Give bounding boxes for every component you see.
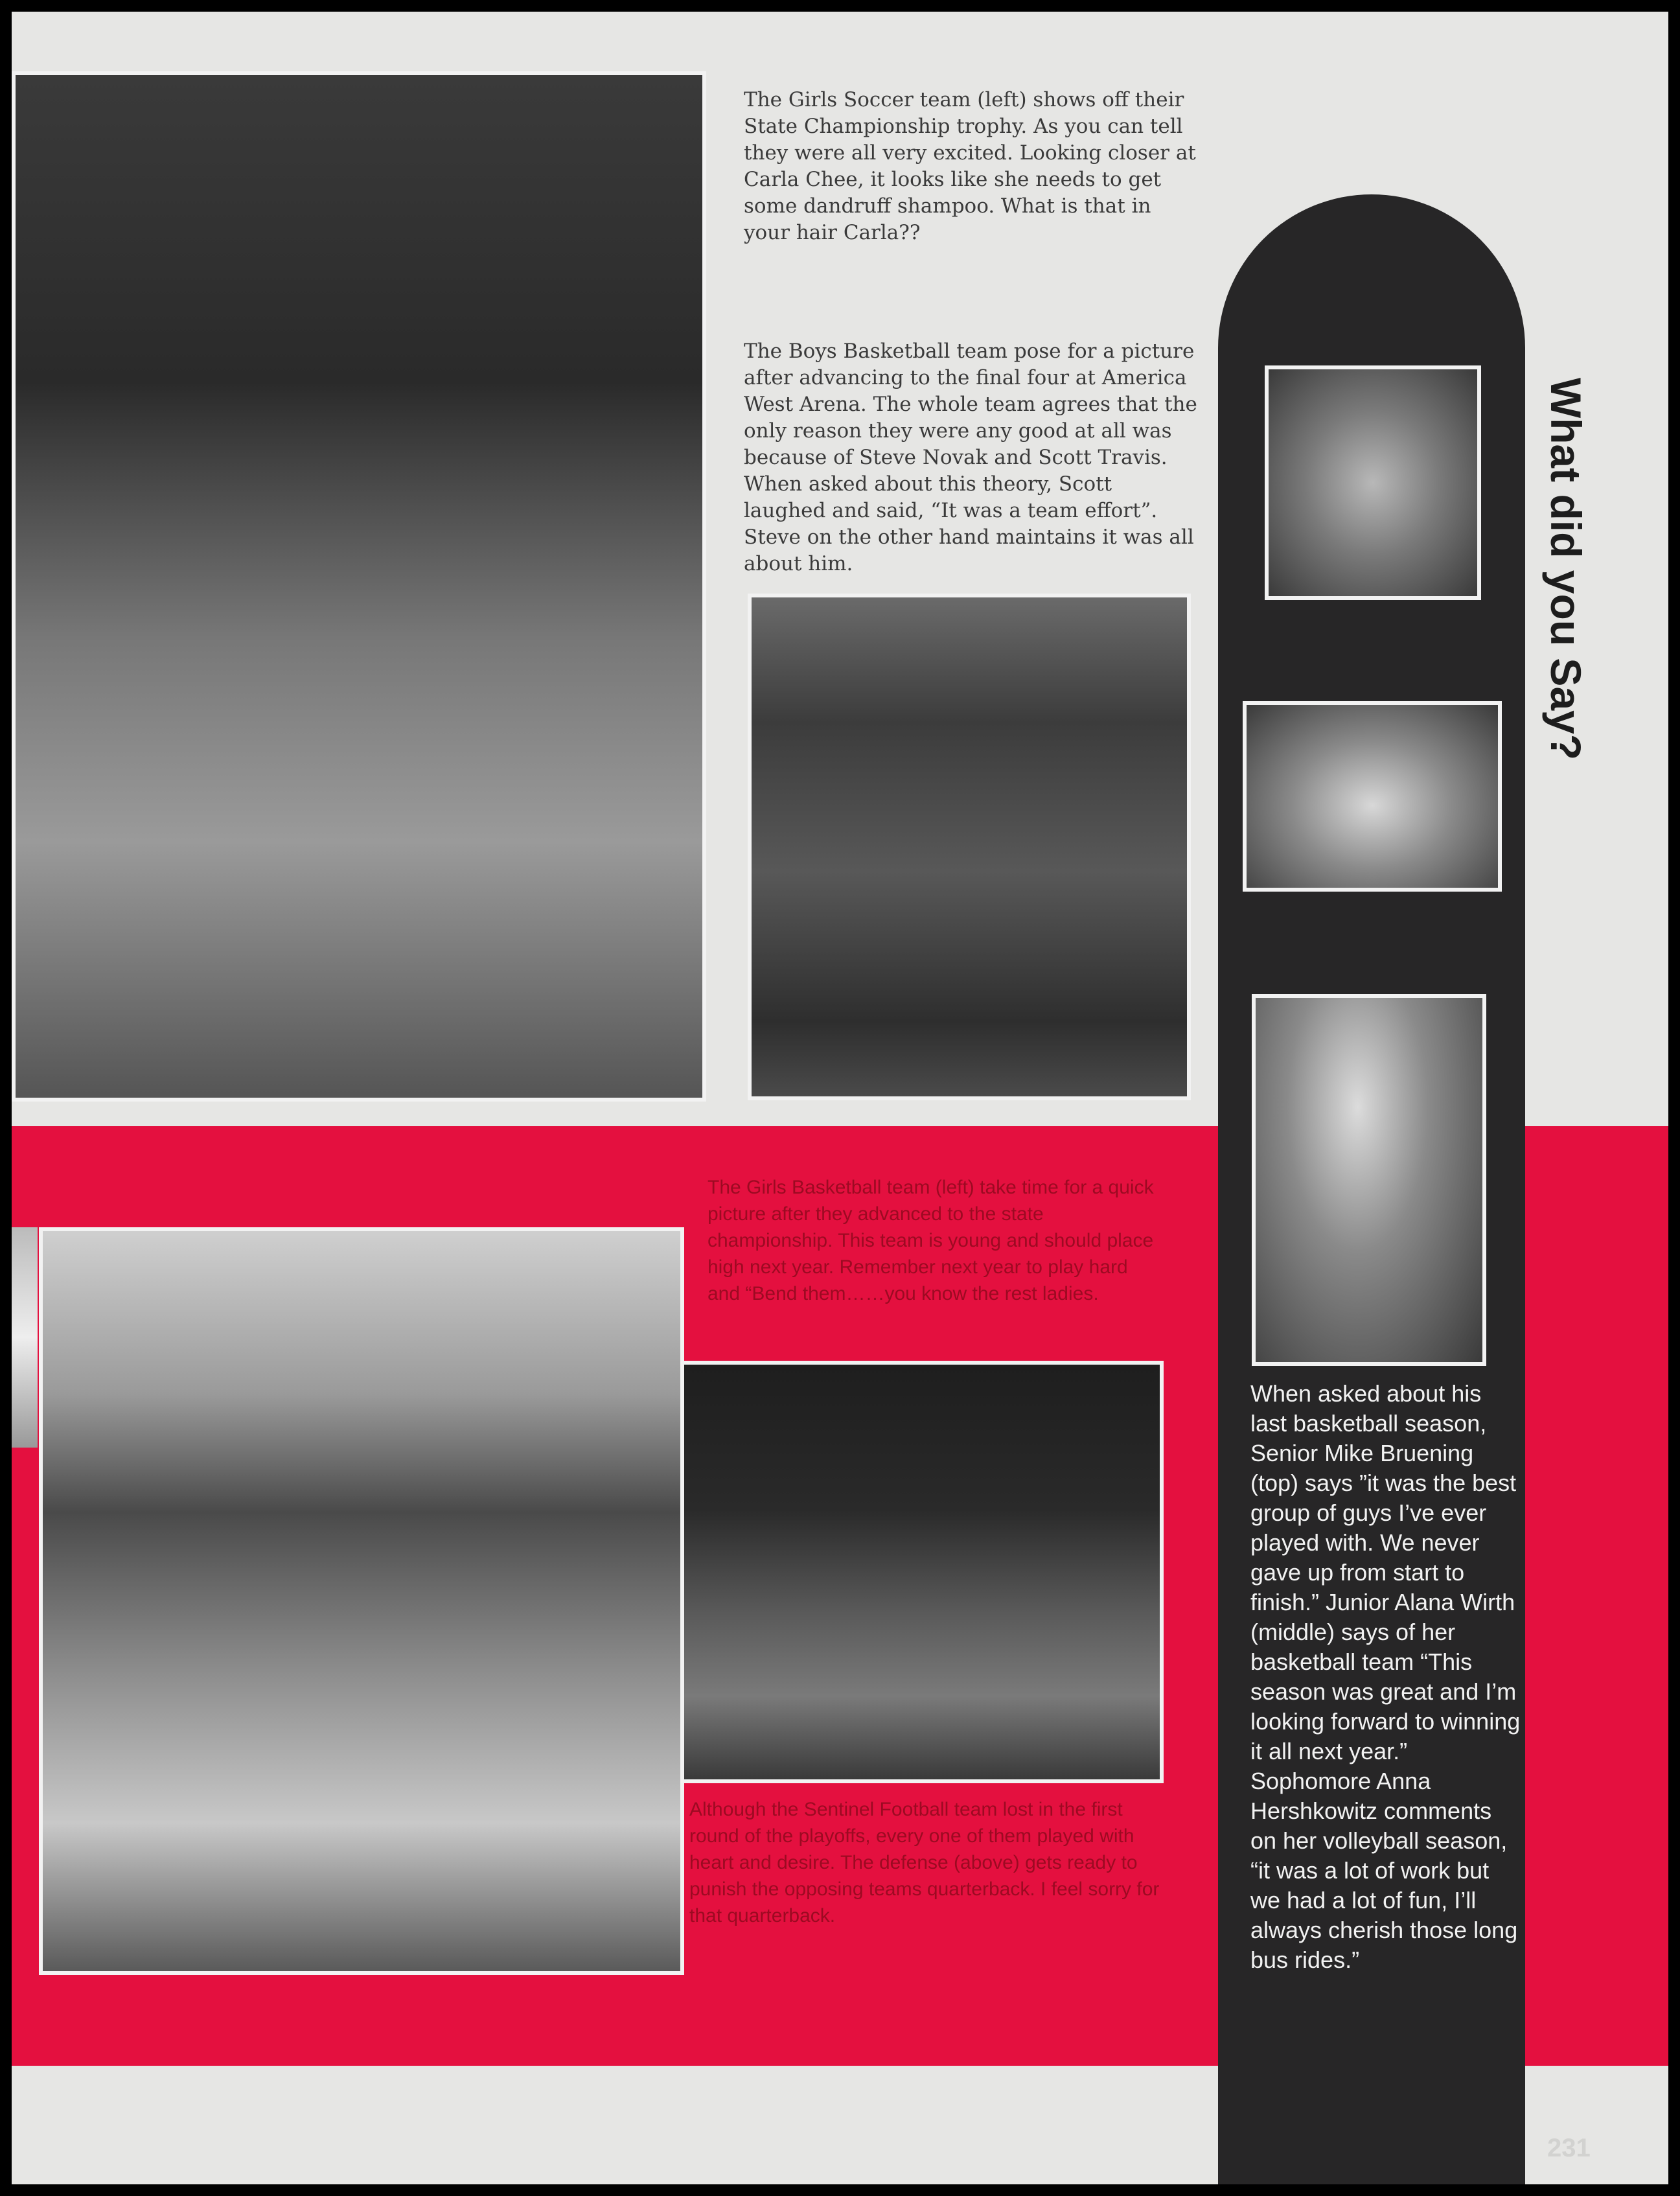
edge-photo-fragment: [12, 1227, 38, 1448]
boys-basketball-caption: The Boys Basketball team pose for a picture after advancing to the final four at America West Arena. The whole team agrees that the only reason they were any good at all was because of Steve Novak and Scott Travis. When asked about this theory, Scott laughed and said, “It was a team effort”. Steve on the other hand maintains it was all about him.: [744, 340, 1197, 575]
girls-soccer-caption: The Girls Soccer team (left) shows off their State Championship trophy. As you can tell they were all very excited. Looking closer at Carla Chee, it looks like she needs to get some dandruff shampoo. What is that in your hair Carla??: [744, 88, 1196, 244]
page-number: 231: [1547, 2134, 1591, 2162]
girls-soccer-photo: [12, 71, 706, 1102]
mike-bruening-portrait: [1265, 365, 1481, 600]
yearbook-page: [12, 12, 1668, 2184]
sidebar-title: What did you Say?: [1542, 377, 1590, 761]
girls-basketball-caption: The Girls Basketball team (left) take time for a quick picture after they advanced to the state championship. This team is young and should place high next year. Remember next year to play hard and “Bend them……you know the rest ladies.: [708, 1177, 1154, 1304]
football-caption: Although the Sentinel Football team lost in the first round of the playoffs, every one of them played with heart and desire. The defense (above) gets ready to punish the opposing teams quarterback. I feel sorry for that quarterback.: [689, 1799, 1160, 1926]
sidebar-quote: When asked about his last basketball season, Senior Mike Bruening (top) says ”it was the best group of guys I’ve ever played with. We never gave up from start to finish.” Junior Alana Wirth (middle) says of her basketball team “This season was great and I’m looking forward to winning it all next year.” Sophomore Anna Hershkowitz comments on her volleyball season, “it was a lot of work but we had a lot of fun, I’ll always cherish those long bus rides.”: [1250, 1380, 1521, 1973]
anna-hershkowitz-portrait: [1252, 994, 1486, 1366]
girls-basketball-photo: [39, 1227, 684, 1975]
alana-wirth-portrait: [1243, 701, 1502, 892]
boys-basketball-photo: [748, 594, 1191, 1100]
football-photo: [680, 1361, 1164, 1783]
